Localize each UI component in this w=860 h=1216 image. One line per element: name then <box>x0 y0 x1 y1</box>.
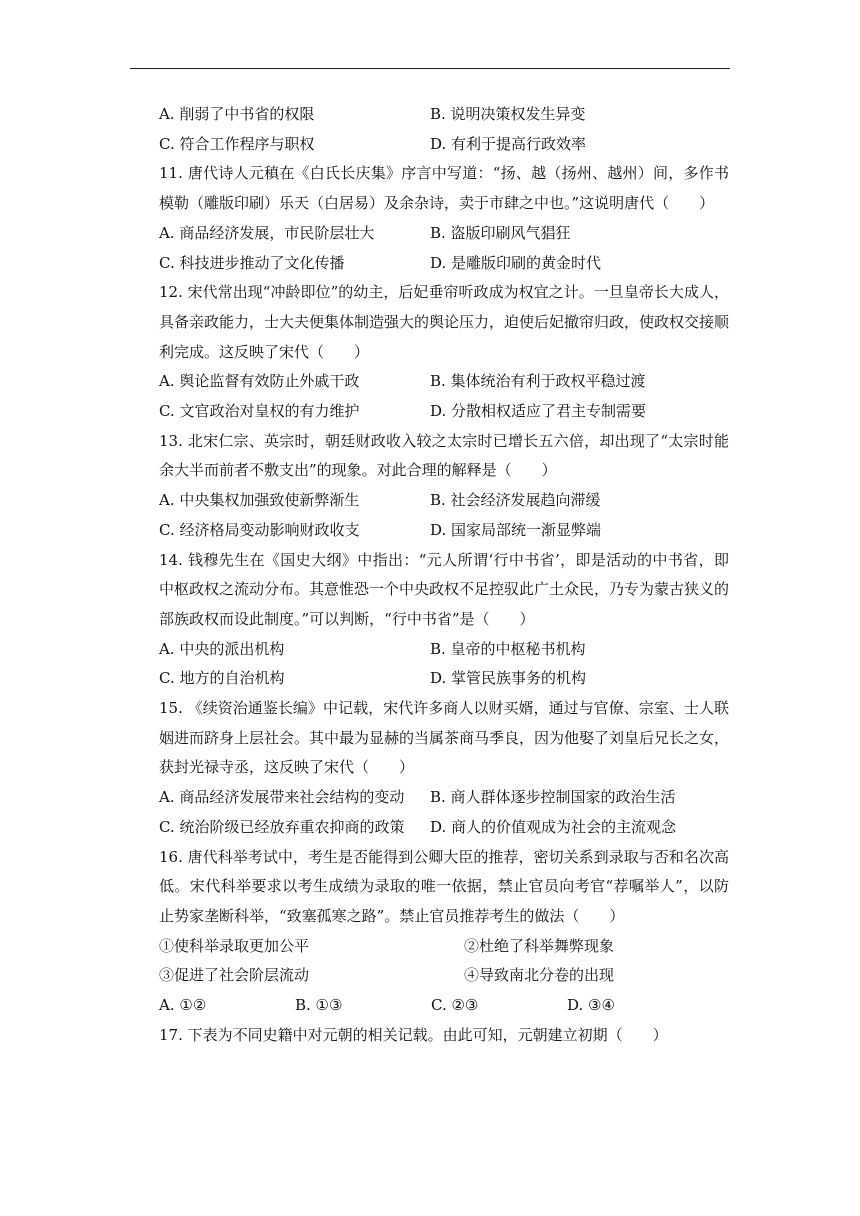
q15-stem: 15. 《续资治通鉴长编》中记载，宋代许多商人以财买婿，通过与官僚、宗室、士人联姻进而跻身上层社会。其中最为显赫的当属茶商马季良，因为他娶了刘皇后兄长之女，获封光禄寺丞，这反映了宋代（ ） <box>159 699 730 777</box>
q10-options-row-1 <box>159 100 729 130</box>
q11-option-c: C. 科技进步推动了文化传播 <box>159 253 345 272</box>
q13-option-b: B. 社会经济发展趋向滞缓 <box>430 491 601 510</box>
q14-option-d: D. 掌管民族事务的机构 <box>430 669 587 688</box>
q14-option-a: A. 中央的派出机构 <box>159 639 285 658</box>
q13-option-a: A. 中央集权加强致使新弊渐生 <box>159 491 360 510</box>
q12-option-b: B. 集体统治有利于政权平稳过渡 <box>430 372 646 391</box>
q12-stem: 12. 宋代常出现“冲龄即位”的幼主，后妃垂帘听政成为权宜之计。一旦皇帝长大成人，具备亲政能力，士大夫便集体制造强大的舆论压力，迫使后妃撤帘归政，使政权交接顺利完成。这反映了宋代（ ） <box>159 283 730 361</box>
q14-stem: 14. 钱穆先生在《国史大纲》中指出：“元人所谓‘行中书省’，即是活动的中书省，即中枢政权之流动分布。其意惟恐一个中央政权不足控驭此广土众民，乃专为蒙古狭义的部族政权而设此制度。”可以判断，“行中书省”是（ ） <box>159 550 730 628</box>
q10-option-c: C. 符合工作程序与职权 <box>159 134 315 153</box>
q12-option-d: D. 分散相权适应了君主专制需要 <box>430 402 647 421</box>
q14-option-c: C. 地方的自治机构 <box>159 669 285 688</box>
q14-option-b: B. 皇帝的中枢秘书机构 <box>430 639 586 658</box>
q15-options-row-2 <box>159 813 729 843</box>
q12-options-row-1 <box>159 367 729 397</box>
q10-option-a: A. 削弱了中书省的权限 <box>159 105 315 123</box>
q15-option-b: B. 商人群体逐步控制国家的政治生活 <box>430 788 676 807</box>
q16-choice-a: A. ①② <box>159 996 207 1015</box>
q10-option-b: B. 说明决策权发生异变 <box>430 105 586 123</box>
q11-option-b: B. 盗版印刷风气猖狂 <box>430 223 571 242</box>
q15-options-row-1 <box>159 783 729 813</box>
q11-stem: 11. 唐代诗人元稹在《白氏长庆集》序言中写道：“扬、越（扬州、越州）间，多作书模勒（雕版印刷）乐天（白居易）及余杂诗，卖于市肆之中也。”这说明唐代（ ） <box>159 164 729 213</box>
q16-choices-row <box>159 991 729 1021</box>
q11-option-d: D. 是雕版印刷的黄金时代 <box>430 253 602 272</box>
q16-items-row-1 <box>159 932 729 962</box>
q16-item-1: ①使科举录取更加公平 <box>159 936 310 955</box>
q13-stem: 13. 北宋仁宗、英宗时，朝廷财政收入较之太宗时已增长五六倍，却出现了“太宗时能余大半而前者不敷支出”的现象。对此合理的解释是（ ） <box>159 431 729 480</box>
q16-choice-c: C. ②③ <box>431 996 479 1015</box>
q13-option-d: D. 国家局部统一渐显弊端 <box>430 520 602 539</box>
q15-option-c: C. 统治阶级已经放弃重农抑商的政策 <box>159 817 405 836</box>
q13-options-row-1 <box>159 486 729 516</box>
q16-item-3: ③促进了社会阶层流动 <box>159 966 310 985</box>
q16-item-4: ④导致南北分卷的出现 <box>464 966 615 985</box>
q11-options-row-1 <box>159 219 729 249</box>
q12-options-row-2 <box>159 397 729 427</box>
q10-option-d: D. 有利于提高行政效率 <box>430 134 587 153</box>
q16-items-row-2 <box>159 961 729 991</box>
q11-option-a: A. 商品经济发展，市民阶层壮大 <box>159 223 375 242</box>
q11-options-row-2 <box>159 249 729 279</box>
q12-option-c: C. 文官政治对皇权的有力维护 <box>159 402 360 421</box>
q13-option-c: C. 经济格局变动影响财政收支 <box>159 520 360 539</box>
q17-stem: 17. 下表为不同史籍中对元朝的相关记载。由此可知，元朝建立初期（ ） <box>159 1025 668 1044</box>
q13-options-row-2 <box>159 516 729 546</box>
q12-option-a: A. 舆论监督有效防止外戚干政 <box>159 372 360 391</box>
q16-choice-d: D. ③④ <box>567 996 615 1015</box>
q15-option-d: D. 商人的价值观成为社会的主流观念 <box>430 817 677 836</box>
exam-content <box>159 100 729 1051</box>
q14-options-row-1 <box>159 635 729 665</box>
q16-item-2: ②杜绝了科举舞弊现象 <box>464 936 615 955</box>
q16-choice-b: B. ①③ <box>295 996 343 1015</box>
header-rule <box>130 68 730 69</box>
q10-options-row-2 <box>159 130 729 160</box>
q15-option-a: A. 商品经济发展带来社会结构的变动 <box>159 788 405 807</box>
q16-stem: 16. 唐代科举考试中，考生是否能得到公卿大臣的推荐，密切关系到录取与否和名次高低。宋代科举要求以考生成绩为录取的唯一依据，禁止官员向考官“荐嘱举人”，以防止势家垄断科举，“致塞孤寒之路”。禁止官员推荐考生的做法（ ） <box>159 847 729 925</box>
q14-options-row-2 <box>159 664 729 694</box>
